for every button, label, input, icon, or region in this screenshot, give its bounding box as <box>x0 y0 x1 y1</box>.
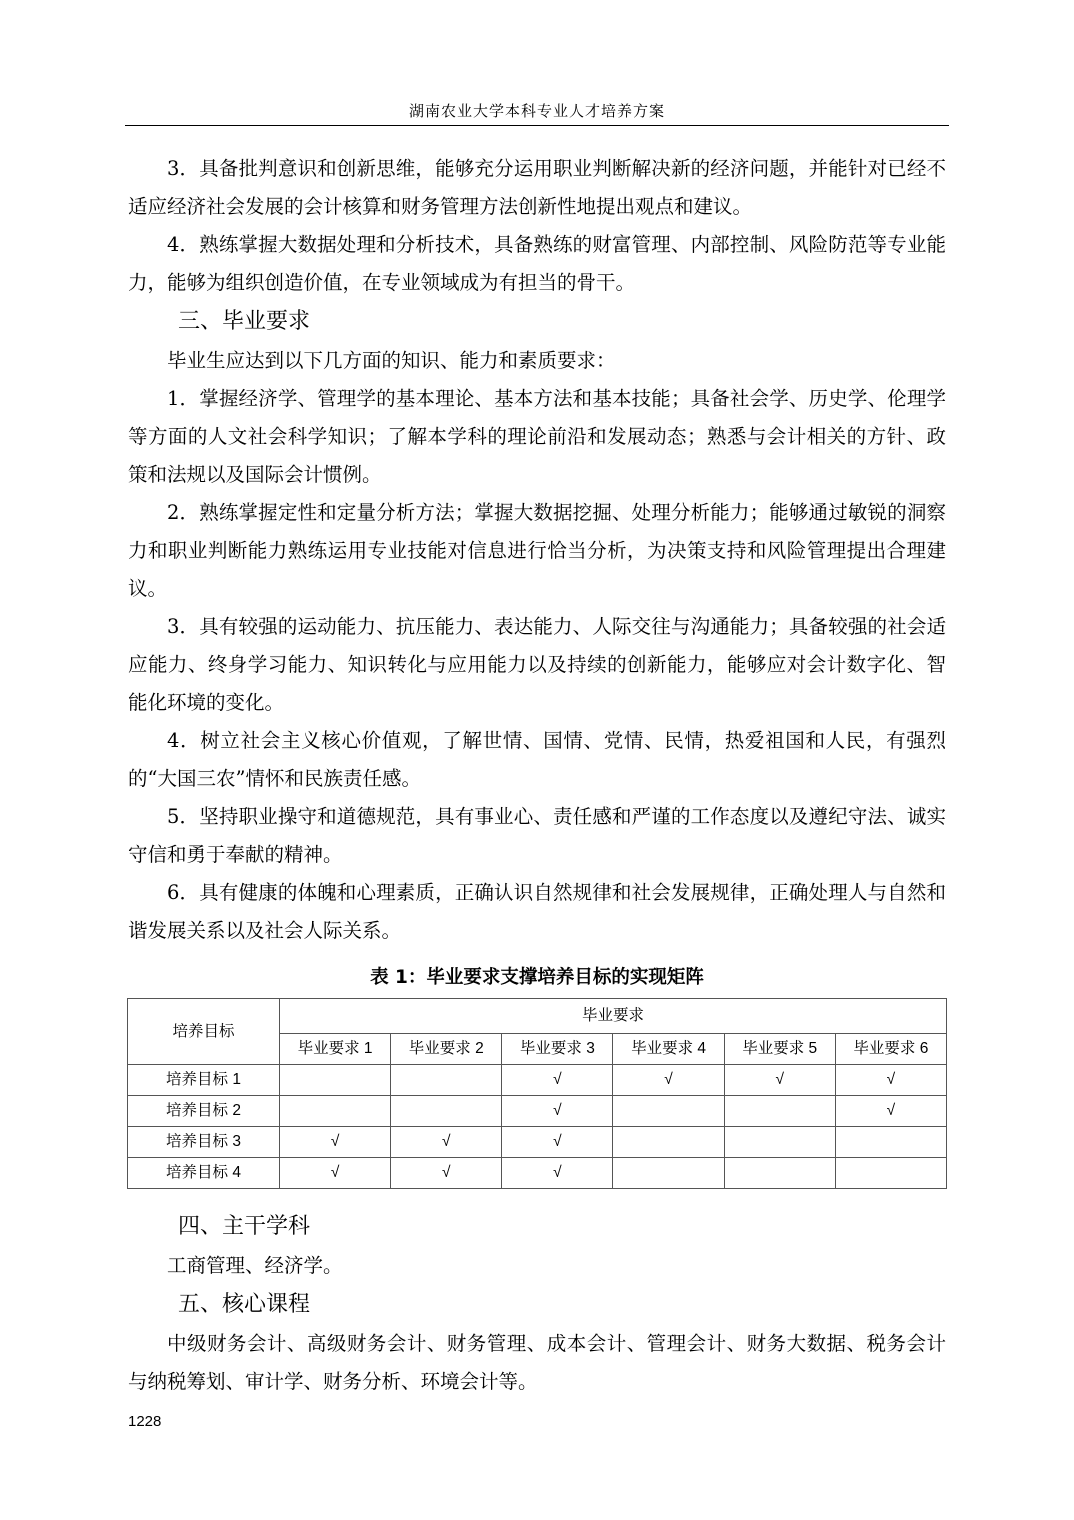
running-header: 湖南农业大学本科专业人才培养方案 <box>408 102 665 120</box>
column-header: 毕业要求 5 <box>724 1034 835 1065</box>
section5-text: 中级财务会计、高级财务会计、财务管理、成本会计、管理会计、财务大数据、税务会计与纳税筹划、审计学、财务分析、环境会计等。 <box>128 1332 946 1393</box>
table-caption: 表 1：毕业要求支撑培养目标的实现矩阵 <box>370 967 704 988</box>
table-cell: √ <box>391 1127 502 1158</box>
section-heading-main-disciplines: 四、主干学科 <box>178 1214 311 1239</box>
section3-lead: 毕业生应达到以下几方面的知识、能力和素质要求： <box>167 349 616 372</box>
support-matrix-table <box>127 998 947 1189</box>
table-cell: √ <box>280 1158 391 1189</box>
table-row <box>128 1065 947 1096</box>
table-cell: √ <box>502 1158 613 1189</box>
table-cell <box>724 1158 835 1189</box>
table-cell: √ <box>502 1127 613 1158</box>
table-cell <box>391 1096 502 1127</box>
table-cell: √ <box>502 1096 613 1127</box>
table-row <box>128 1096 947 1127</box>
section-heading-graduation-requirements: 三、毕业要求 <box>178 309 311 334</box>
requirement-item-6: 6．具有健康的体魄和心理素质，正确认识自然规律和社会发展规律，正确处理人与自然和谐发展关系以及社会人际关系。 <box>128 881 946 942</box>
table-cell: √ <box>280 1127 391 1158</box>
table-cell: √ <box>391 1158 502 1189</box>
requirement-item-2: 2．熟练掌握定性和定量分析方法；掌握大数据挖掘、处理分析能力；能够通过敏锐的洞察力和职业判断能力熟练运用专业技能对信息进行恰当分析，为决策支持和风险管理提出合理建议。 <box>128 501 946 600</box>
column-header: 毕业要求 1 <box>280 1034 391 1065</box>
row-label: 培养目标 4 <box>128 1158 280 1189</box>
table-cell: √ <box>724 1065 835 1096</box>
table-cell <box>724 1096 835 1127</box>
table-corner-label: 培养目标 <box>128 999 280 1065</box>
requirement-item-4: 4．树立社会主义核心价值观，了解世情、国情、党情、民情，热爱祖国和人民，有强烈的“大国三农”情怀和民族责任感。 <box>128 729 946 790</box>
requirement-item-5: 5．坚持职业操守和道德规范，具有事业心、责任感和严谨的工作态度以及遵纪守法、诚实守信和勇于奉献的精神。 <box>128 805 946 866</box>
column-header: 毕业要求 6 <box>835 1034 946 1065</box>
page-number: 1228 <box>128 1413 162 1430</box>
section-heading-core-courses: 五、核心课程 <box>178 1292 311 1317</box>
table-row <box>128 1127 947 1158</box>
table-cell <box>280 1096 391 1127</box>
table-cell <box>391 1065 502 1096</box>
table-cell: √ <box>502 1065 613 1096</box>
table-cell <box>613 1096 724 1127</box>
intro-item-3: 3．具备批判意识和创新思维，能够充分运用职业判断解决新的经济问题，并能针对已经不适应经济社会发展的会计核算和财务管理方法创新性地提出观点和建议。 <box>128 157 946 218</box>
column-header: 毕业要求 3 <box>502 1034 613 1065</box>
requirement-item-1: 1．掌握经济学、管理学的基本理论、基本方法和基本技能；具备社会学、历史学、伦理学等方面的人文社会科学知识；了解本学科的理论前沿和发展动态；熟悉与会计相关的方针、政策和法规以及国际会计惯例。 <box>128 387 946 486</box>
requirement-item-3: 3．具有较强的运动能力、抗压能力、表达能力、人际交往与沟通能力；具备较强的社会适应能力、终身学习能力、知识转化与应用能力以及持续的创新能力，能够应对会计数字化、智能化环境的变化。 <box>128 615 946 714</box>
table-cell: √ <box>835 1065 946 1096</box>
row-label: 培养目标 3 <box>128 1127 280 1158</box>
table-row <box>128 1158 947 1189</box>
table-cell <box>613 1127 724 1158</box>
document-body <box>128 150 946 1401</box>
table-header-row <box>128 999 947 1034</box>
table-cell: √ <box>835 1096 946 1127</box>
post-table-sections <box>128 1207 946 1401</box>
column-header: 毕业要求 2 <box>391 1034 502 1065</box>
header-rule <box>125 125 949 126</box>
intro-item-4: 4．熟练掌握大数据处理和分析技术，具备熟练的财富管理、内部控制、风险防范等专业能力，能够为组织创造价值，在专业领域成为有担当的骨干。 <box>128 233 946 294</box>
table-cell: √ <box>613 1065 724 1096</box>
table-group-label: 毕业要求 <box>280 999 947 1034</box>
row-label: 培养目标 1 <box>128 1065 280 1096</box>
table-cell <box>724 1127 835 1158</box>
table-cell <box>835 1158 946 1189</box>
table-cell <box>613 1158 724 1189</box>
table-cell <box>280 1065 391 1096</box>
table-cell <box>835 1127 946 1158</box>
section4-text: 工商管理、经济学。 <box>167 1254 343 1277</box>
column-header: 毕业要求 4 <box>613 1034 724 1065</box>
row-label: 培养目标 2 <box>128 1096 280 1127</box>
